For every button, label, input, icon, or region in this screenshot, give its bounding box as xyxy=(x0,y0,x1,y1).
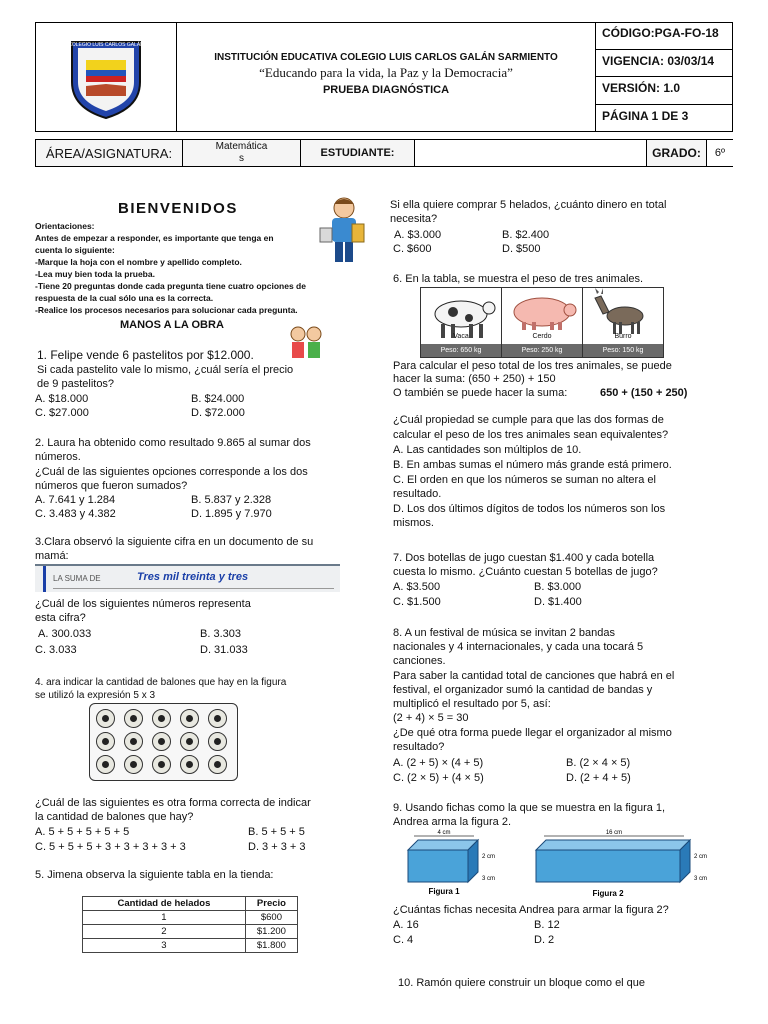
animals-figure xyxy=(420,287,664,358)
subject-line-1: Matemática xyxy=(215,141,268,152)
test-title: PRUEBA DIAGNÓSTICA xyxy=(322,84,450,96)
figure-1-block xyxy=(398,828,510,900)
q6-option[interactable]: A. Las cantidades son múltiplos de 10. xyxy=(393,444,582,456)
ball-icon xyxy=(124,709,143,728)
q6c-expression: 650 + (150 + 250) xyxy=(600,387,688,399)
animal-name: Burro xyxy=(614,333,632,340)
q9-option[interactable]: A. 16 xyxy=(393,919,419,931)
q8-line: 8. A un festival de música se invitan 2 bandas xyxy=(393,627,615,639)
table-row xyxy=(83,925,298,939)
table-cell: $1.200 xyxy=(245,925,297,939)
table-header: Precio xyxy=(245,897,297,911)
student-field[interactable] xyxy=(415,140,647,166)
manos-heading: MANOS A LA OBRA xyxy=(120,319,224,331)
logo-cell xyxy=(35,22,177,132)
ball-icon xyxy=(180,755,199,774)
q1-option[interactable]: B. $24.000 xyxy=(191,393,245,405)
q6-option[interactable]: D. Los dos últimos dígitos de todos los números son los xyxy=(393,503,666,515)
orient-line: Orientaciones: xyxy=(35,221,95,231)
q2-option[interactable]: C. 3.483 y 4.382 xyxy=(35,508,116,520)
q6d-line: ¿Cuál propiedad se cumple para que las dos formas de xyxy=(393,414,664,426)
table-row xyxy=(83,939,298,953)
welcome-title: BIENVENIDOS xyxy=(118,200,238,217)
q4-line: se utilizó la expresión 5 x 3 xyxy=(35,690,156,701)
ball-icon xyxy=(152,732,171,751)
grade-label: GRADO: xyxy=(647,140,707,166)
fig1-len: 4 cm xyxy=(437,830,451,836)
q4-line: 4. ara indicar la cantidad de balones que hay en la figura xyxy=(35,677,287,688)
q8-line: festival, el organizador sumó la cantidad de bandas y xyxy=(393,684,653,696)
q6-option[interactable]: resultado. xyxy=(393,488,442,500)
animal-cell xyxy=(583,288,663,357)
q1-line: de 9 pastelitos? xyxy=(37,378,115,390)
q2-option[interactable]: D. 1.895 y 7.970 xyxy=(191,508,272,520)
subject-cell xyxy=(183,140,301,166)
document-meta xyxy=(595,22,733,132)
ball-icon xyxy=(208,732,227,751)
q2-line: números. xyxy=(35,451,81,463)
ball-icon xyxy=(180,709,199,728)
title-cell xyxy=(177,22,595,132)
table-cell: 1 xyxy=(83,911,246,925)
q6b-line: Para calcular el peso total de los tres animales, se puede xyxy=(393,360,672,372)
q3-question: ¿Cuál de los siguientes números representa xyxy=(35,598,251,610)
fig1-caption: Figura 1 xyxy=(428,887,460,896)
q6d-line: calcular el peso de los tres animales sean equivalentes? xyxy=(393,429,669,441)
q9-option[interactable]: D. 2 xyxy=(534,934,555,946)
q8-line: Para saber la cantidad total de canciones que habrá en el xyxy=(393,670,675,682)
q3-doc-value: Tres mil treinta y tres xyxy=(137,571,249,583)
q7-option[interactable]: D. $1.400 xyxy=(534,596,582,608)
q3-document-strip xyxy=(35,564,340,592)
table-header-row xyxy=(83,897,298,911)
ball-icon xyxy=(96,755,115,774)
ball-icon xyxy=(208,755,227,774)
q3-line: 3.Clara observó la siguiente cifra en un documento de su xyxy=(35,536,314,548)
fig2-height: 2 cm xyxy=(694,854,708,860)
orient-line: cuenta lo siguiente: xyxy=(35,245,115,255)
q3-option[interactable]: B. 3.303 xyxy=(200,628,241,640)
student-illustration-icon xyxy=(318,194,366,268)
table-cell: $600 xyxy=(245,911,297,925)
animal-weight: Peso: 650 kg xyxy=(421,344,501,357)
table-row xyxy=(83,911,298,925)
q2-option[interactable]: A. 7.641 y 1.284 xyxy=(35,494,116,506)
q5-line: 5. Jimena observa la siguiente tabla en la tienda: xyxy=(35,869,274,881)
area-label: ÁREA/ASIGNATURA: xyxy=(36,140,183,166)
q1-line: Si cada pastelito vale lo mismo, ¿cuál sería el precio xyxy=(37,364,294,376)
helados-table xyxy=(82,896,298,953)
q6c-line: O también se puede hacer la suma: xyxy=(393,387,568,399)
q7-option[interactable]: B. $3.000 xyxy=(534,581,582,593)
q3-option[interactable]: A. 300.033 xyxy=(38,628,92,640)
q9-question: ¿Cuántas fichas necesita Andrea para armar la figura 2? xyxy=(393,904,669,916)
q5-option[interactable]: C. $600 xyxy=(393,243,432,255)
table-cell: 3 xyxy=(83,939,246,953)
q7-line: cuesta lo mismo. ¿Cuánto cuestan 5 botellas de jugo? xyxy=(393,566,658,578)
subject-line-2: s xyxy=(239,153,244,164)
q2-line: números que fueron sumados? xyxy=(35,480,188,492)
q8-line: nacionales y 4 internacionales, y cada una tocará 5 xyxy=(393,641,644,653)
ball-icon xyxy=(124,755,143,774)
vigencia: VIGENCIA: 03/03/14 xyxy=(596,50,733,78)
q9-line: 9. Usando fichas como la que se muestra en la figura 1, xyxy=(393,802,666,814)
kids-illustration-icon xyxy=(288,324,324,362)
q5b-line: necesita? xyxy=(390,213,438,225)
q2-line: 2. Laura ha obtenido como resultado 9.865 al sumar dos xyxy=(35,437,311,449)
animal-name: Cerdo xyxy=(532,333,552,340)
figure-2-block xyxy=(528,828,718,900)
fig1-height: 2 cm xyxy=(482,854,496,860)
ball-icon xyxy=(152,709,171,728)
q1-line: 1. Felipe vende 6 pastelitos por $12.000. xyxy=(37,348,254,362)
svg-text:COLEGIO LUIS CARLOS GALÁN: COLEGIO LUIS CARLOS GALÁN xyxy=(68,42,144,48)
strip-underline xyxy=(53,588,334,589)
q6-option[interactable]: mismos. xyxy=(393,517,434,529)
q8-option[interactable]: C. (2 × 5) + (4 × 5) xyxy=(393,772,484,784)
ball-icon xyxy=(96,732,115,751)
q9-option[interactable]: B. 12 xyxy=(534,919,560,931)
q9-option[interactable]: C. 4 xyxy=(393,934,414,946)
fig1-depth: 3 cm xyxy=(482,876,496,882)
fig2-len: 16 cm xyxy=(605,830,623,836)
school-shield-logo xyxy=(66,34,146,120)
ball-icon xyxy=(180,732,199,751)
table-cell: 2 xyxy=(83,925,246,939)
ball-icon xyxy=(208,709,227,728)
q1-option[interactable]: D. $72.000 xyxy=(191,407,245,419)
orient-line: -Realice los procesos necesarios para solucionar cada pregunta. xyxy=(35,305,298,315)
q2-line: ¿Cuál de las siguientes opciones corresponde a los dos xyxy=(35,466,308,478)
q5-option[interactable]: A. $3.000 xyxy=(394,229,442,241)
q3-doc-label: LA SUMA DE xyxy=(53,574,101,583)
orient-line: respuesta de la cual sólo una es la correcta. xyxy=(35,293,214,303)
ball-icon xyxy=(96,709,115,728)
q10-line: 10. Ramón quiere construir un bloque como el que xyxy=(398,977,646,989)
q7-option[interactable]: C. $1.500 xyxy=(393,596,441,608)
q7-option[interactable]: A. $3.500 xyxy=(393,581,441,593)
q5-option[interactable]: B. $2.400 xyxy=(502,229,550,241)
q8-line: canciones. xyxy=(393,655,446,667)
balls-figure xyxy=(89,703,238,781)
info-bar xyxy=(35,139,733,167)
institution-name: INSTITUCIÓN EDUCATIVA COLEGIO LUIS CARLOS GALÁN SARMIENTO xyxy=(214,52,558,63)
q4-option[interactable]: B. 5 + 5 + 5 xyxy=(248,826,305,838)
animal-cell xyxy=(502,288,583,357)
q3-question: esta cifra? xyxy=(35,612,86,624)
animal-cell xyxy=(421,288,502,357)
q8-line: ¿De qué otra forma puede llegar el organizador al mismo xyxy=(393,727,672,739)
q4-question: la cantidad de balones que hay? xyxy=(35,811,194,823)
pagina: PÁGINA 1 DE 3 xyxy=(602,108,689,123)
q8-option[interactable]: A. (2 + 5) × (4 + 5) xyxy=(393,757,484,769)
animal-name: Vaca xyxy=(453,333,469,340)
student-label: ESTUDIANTE: xyxy=(301,140,415,166)
orient-line: -Tiene 20 preguntas donde cada pregunta tiene cuatro opciones de xyxy=(35,281,306,291)
fig2-depth: 3 cm xyxy=(694,876,708,882)
orient-line: Antes de empezar a responder, es importante que tenga en xyxy=(35,233,274,243)
fig2-caption: Figura 2 xyxy=(592,889,624,898)
q8-option[interactable]: D. (2 + 4 + 5) xyxy=(566,772,631,784)
q6b-line: hacer la suma: (650 + 250) + 150 xyxy=(393,373,556,385)
q4-option[interactable]: C. 5 + 5 + 5 + 3 + 3 + 3 + 3 + 3 xyxy=(35,841,186,853)
q6-line: 6. En la tabla, se muestra el peso de tres animales. xyxy=(393,273,644,285)
q8-line: (2 + 4) × 5 = 30 xyxy=(393,712,469,724)
orient-line: -Lea muy bien toda la prueba. xyxy=(35,269,155,279)
table-header: Cantidad de helados xyxy=(83,897,246,911)
animal-weight: Peso: 250 kg xyxy=(502,344,582,357)
q2-option[interactable]: B. 5.837 y 2.328 xyxy=(191,494,272,506)
orient-line: -Marque la hoja con el nombre y apellido completo. xyxy=(35,257,242,267)
grade-value: 6º xyxy=(707,140,733,166)
q6-option[interactable]: B. En ambas sumas el número más grande está primero. xyxy=(393,459,672,471)
q1-option[interactable]: A. $18.000 xyxy=(35,393,89,405)
ball-icon xyxy=(124,732,143,751)
codigo: CÓDIGO:PGA-FO-18 xyxy=(596,22,733,50)
q8-line: resultado? xyxy=(393,741,445,753)
q5b-line: Si ella quiere comprar 5 helados, ¿cuánto dinero en total xyxy=(390,199,667,211)
q3-option[interactable]: D. 31.033 xyxy=(200,644,248,656)
q8-option[interactable]: B. (2 × 4 × 5) xyxy=(566,757,631,769)
q4-option[interactable]: D. 3 + 3 + 3 xyxy=(248,841,306,853)
q7-line: 7. Dos botellas de jugo cuestan $1.400 y cada botella xyxy=(393,552,655,564)
motto: “Educando para la vida, la Paz y la Democracia” xyxy=(259,65,513,80)
animal-weight: Peso: 150 kg xyxy=(583,344,663,357)
q3-option[interactable]: C. 3.033 xyxy=(35,644,77,656)
q8-line: multiplicó el resultado por 5, así: xyxy=(393,698,551,710)
table-cell: $1.800 xyxy=(245,939,297,953)
version: VERSIÓN: 1.0 xyxy=(596,77,733,105)
ball-icon xyxy=(152,755,171,774)
strip-marker xyxy=(43,566,46,592)
q9-line: Andrea arma la figura 2. xyxy=(393,816,512,828)
q4-option[interactable]: A. 5 + 5 + 5 + 5 + 5 xyxy=(35,826,130,838)
q1-option[interactable]: C. $27.000 xyxy=(35,407,89,419)
q5-option[interactable]: D. $500 xyxy=(502,243,541,255)
q3-line: mamá: xyxy=(35,550,69,562)
q6-option[interactable]: C. El orden en que los números se suman no altera el xyxy=(393,474,656,486)
q4-question: ¿Cuál de las siguientes es otra forma correcta de indicar xyxy=(35,797,311,809)
